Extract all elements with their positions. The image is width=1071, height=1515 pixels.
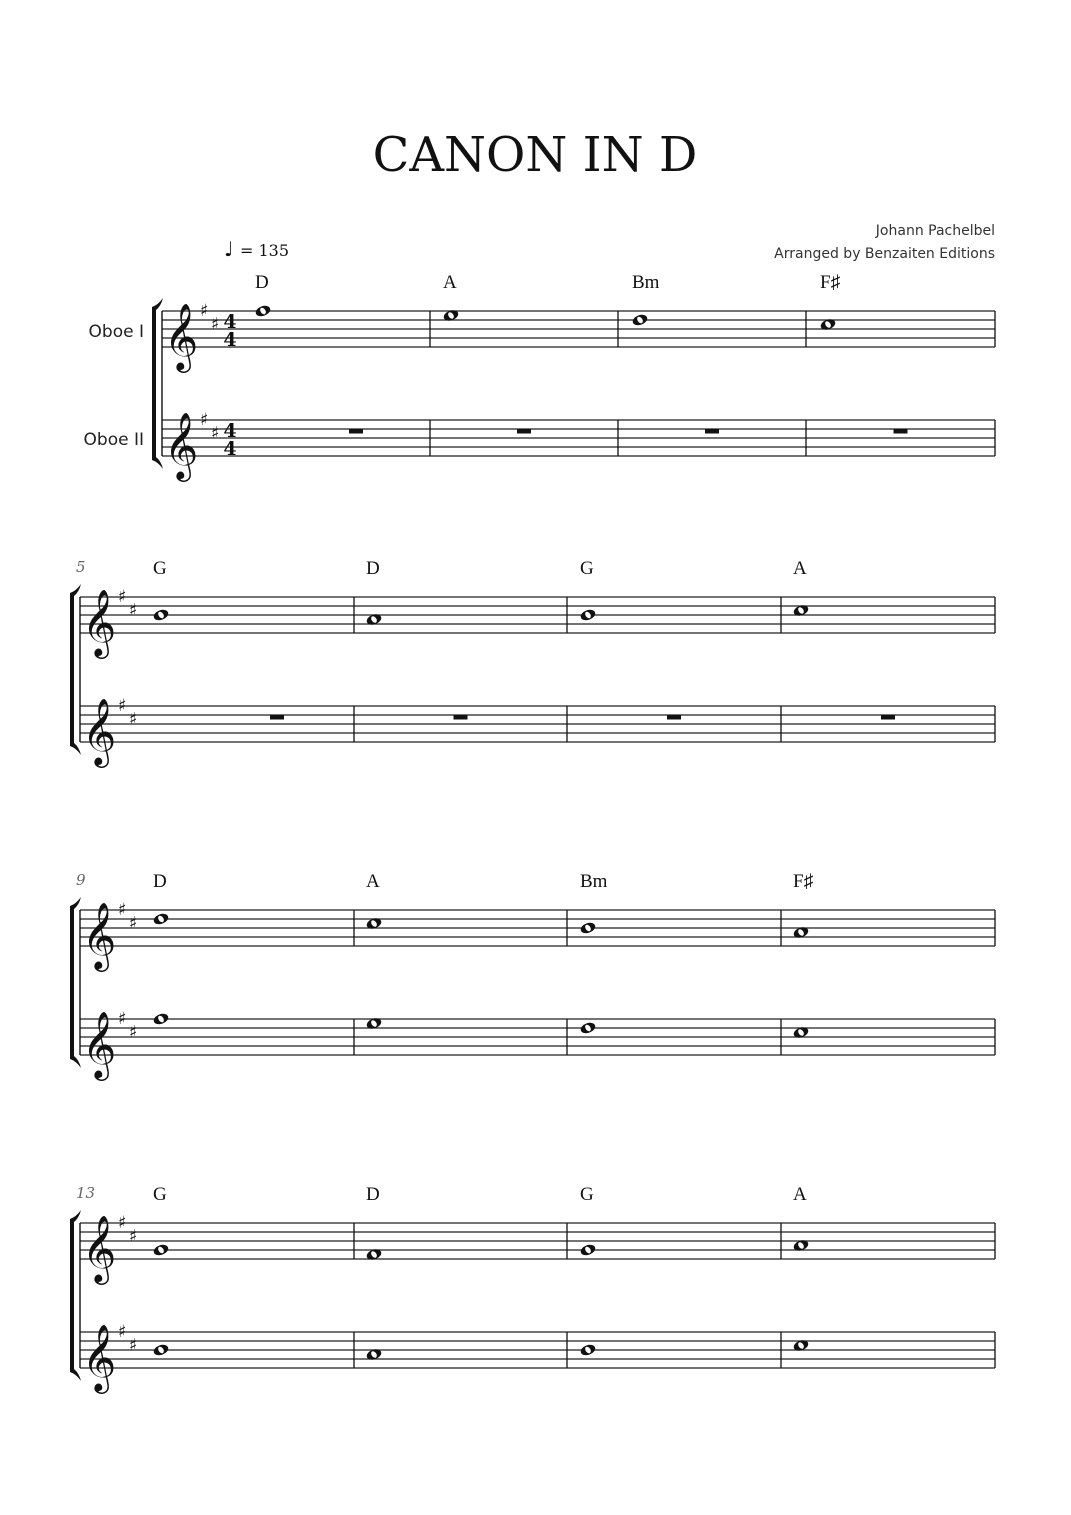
bracket-bar	[70, 593, 74, 746]
treble-clef-icon: 𝄞	[82, 588, 117, 656]
system-2	[70, 558, 995, 768]
whole-note	[152, 1243, 169, 1257]
chord-symbol: G	[153, 1184, 167, 1205]
sharp-c-icon: ♯	[211, 423, 220, 444]
treble-clef-icon: 𝄞	[164, 411, 199, 479]
whole-note	[631, 313, 648, 327]
whole-note	[579, 1343, 596, 1357]
bracket-top-hook	[70, 584, 81, 596]
chord-symbol: F♯	[820, 272, 841, 293]
system-1	[152, 272, 995, 482]
chord-symbol: F♯	[793, 871, 814, 892]
sharp-c-icon: ♯	[129, 1226, 138, 1247]
chord-symbol: G	[580, 1184, 594, 1205]
staff-oboe-2	[162, 410, 995, 482]
composer-credit: Johann Pachelbel	[875, 223, 995, 239]
treble-clef-icon: 𝄞	[82, 901, 117, 969]
treble-clef-icon: 𝄞	[82, 1010, 117, 1078]
bracket-bottom-hook	[70, 1056, 81, 1068]
sharp-f-icon: ♯	[200, 410, 209, 430]
whole-rest	[270, 715, 284, 720]
whole-rest	[894, 429, 908, 434]
whole-note	[152, 1343, 169, 1357]
whole-rest	[349, 429, 363, 434]
bracket-top-hook	[152, 298, 163, 310]
sharp-f-icon: ♯	[118, 696, 127, 716]
measure-number: 9	[76, 871, 86, 889]
chord-symbol: A	[443, 272, 457, 293]
sharp-c-icon: ♯	[129, 600, 138, 621]
whole-rest	[454, 715, 468, 720]
page-title: CANON IN D	[372, 127, 698, 183]
staff-oboe-1	[162, 301, 995, 373]
staff-oboe-2	[80, 1322, 995, 1394]
measure-number: 5	[76, 558, 86, 576]
sharp-c-icon: ♯	[129, 709, 138, 730]
chord-symbol: D	[366, 558, 380, 579]
treble-clef-icon: 𝄞	[164, 302, 199, 370]
treble-clef-icon: 𝄞	[82, 1214, 117, 1282]
sharp-f-icon: ♯	[200, 301, 209, 321]
bracket-bar	[152, 307, 156, 460]
whole-rest	[881, 715, 895, 720]
chord-symbol: Bm	[580, 871, 608, 892]
chord-symbol: A	[366, 871, 380, 892]
measure-number: 13	[76, 1184, 96, 1202]
sharp-f-icon: ♯	[118, 1213, 127, 1233]
whole-note	[579, 1243, 596, 1257]
whole-note	[152, 1012, 169, 1026]
sharp-c-icon: ♯	[129, 1335, 138, 1356]
chord-symbol: A	[793, 1184, 807, 1205]
staff-oboe-1	[80, 587, 995, 659]
sharp-c-icon: ♯	[211, 314, 220, 335]
system-3	[70, 871, 995, 1081]
chord-symbol: A	[793, 558, 807, 579]
time-signature-top: 4	[223, 311, 237, 333]
staff-oboe-1	[80, 900, 995, 972]
system-4	[70, 1184, 995, 1394]
staff-oboe-1	[80, 1213, 995, 1285]
bracket-top-hook	[70, 897, 81, 909]
chord-symbol: G	[153, 558, 167, 579]
chord-symbol: D	[366, 1184, 380, 1205]
chord-symbol: G	[580, 558, 594, 579]
whole-note	[579, 1021, 596, 1035]
whole-note	[152, 608, 169, 622]
arranger-credit: Arranged by Benzaiten Editions	[774, 246, 995, 262]
time-signature-top: 4	[223, 420, 237, 442]
whole-note	[579, 608, 596, 622]
whole-rest	[517, 429, 531, 434]
chord-symbol: Bm	[632, 272, 660, 293]
bracket-top-hook	[70, 1210, 81, 1222]
tempo-value: = 135	[240, 241, 290, 260]
chord-symbol: D	[255, 272, 269, 293]
staff-oboe-2	[80, 1009, 995, 1081]
sharp-f-icon: ♯	[118, 587, 127, 607]
quarter-note-icon: ♩	[224, 237, 234, 261]
bracket-bar	[70, 906, 74, 1059]
whole-rest	[667, 715, 681, 720]
bracket-bar	[70, 1219, 74, 1372]
sharp-f-icon: ♯	[118, 1009, 127, 1029]
treble-clef-icon: 𝄞	[82, 697, 117, 765]
whole-rest	[705, 429, 719, 434]
bracket-bottom-hook	[70, 1369, 81, 1381]
whole-note	[579, 921, 596, 935]
instrument-label-oboe-1: Oboe I	[88, 322, 144, 342]
instrument-label-oboe-2: Oboe II	[83, 430, 144, 450]
sharp-f-icon: ♯	[118, 1322, 127, 1342]
bracket-bottom-hook	[70, 743, 81, 755]
treble-clef-icon: 𝄞	[82, 1323, 117, 1391]
sharp-c-icon: ♯	[129, 1022, 138, 1043]
bracket-bottom-hook	[152, 457, 163, 469]
time-signature-bottom: 4	[223, 329, 237, 351]
chord-symbol: D	[153, 871, 167, 892]
whole-note	[254, 304, 271, 318]
tempo-marking	[224, 237, 289, 261]
sharp-c-icon: ♯	[129, 913, 138, 934]
staff-oboe-2	[80, 696, 995, 768]
time-signature-bottom: 4	[223, 438, 237, 460]
sharp-f-icon: ♯	[118, 900, 127, 920]
whole-note	[152, 912, 169, 926]
